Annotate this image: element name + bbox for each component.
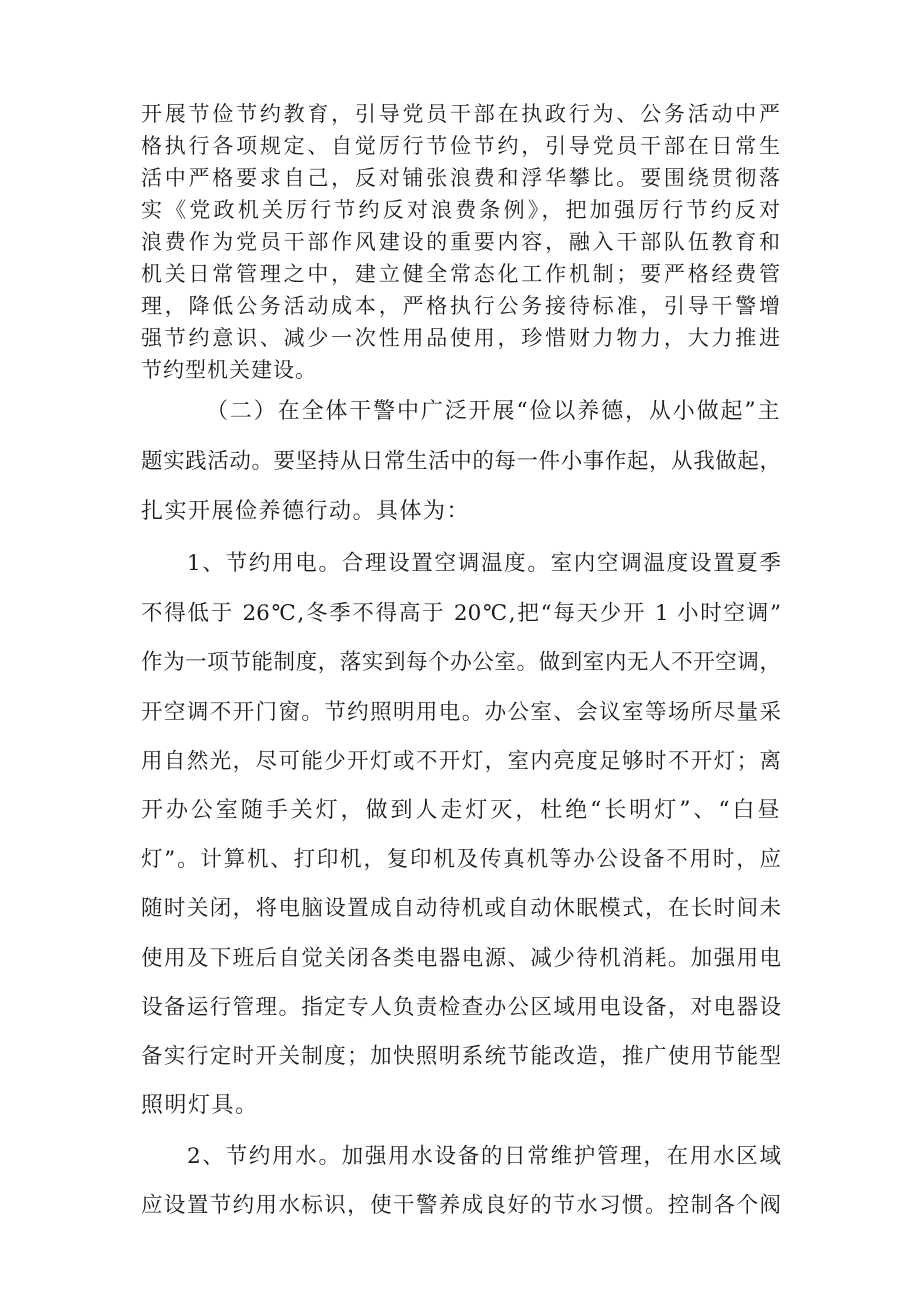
text-line: 备实行定时开关制度；加快照明系统节能改造，推广使用节能型 xyxy=(141,1044,781,1069)
text-line: 机关日常管理之中，建立健全常态化工作机制；要严格经费管 xyxy=(141,262,781,286)
text-line: 强节约意识、减少一次性用品使用，珍惜财力物力，大力推进 xyxy=(141,326,781,350)
text-line: 题实践活动。要坚持从日常生活中的每一件小事作起，从我做起， xyxy=(141,449,781,474)
text-line: （二）在全体干警中广泛开展“俭以养德，从小做起”主 xyxy=(206,399,781,424)
text-line: 设备运行管理。指定专人负责检查办公区域用电设备，对电器设 xyxy=(141,995,781,1020)
text-line: 2、节约用水。加强用水设备的日常维护管理，在用水区域 xyxy=(187,1144,781,1169)
text-line: 扎实开展俭养德行动。具体为： xyxy=(141,499,471,524)
text-line: 随时关闭，将电脑设置成自动待机或自动休眠模式，在长时间未 xyxy=(141,896,781,921)
text-line: 开展节俭节约教育，引导党员干部在执政行为、公务活动中严 xyxy=(141,102,781,126)
text-line: 作为一项节能制度，落实到每个办公室。做到室内无人不开空调， xyxy=(141,650,781,675)
text-line: 灯”。计算机、打印机，复印机及传真机等办公设备不用时，应 xyxy=(141,847,781,872)
text-line: 1、节约用电。合理设置空调温度。室内空调温度设置夏季 xyxy=(187,551,781,576)
text-line: 实《党政机关厉行节约反对浪费条例》，把加强厉行节约反对 xyxy=(141,198,781,222)
text-line: 用自然光，尽可能少开灯或不开灯，室内亮度足够时不开灯；离 xyxy=(141,749,781,774)
text-line: 理，降低公务活动成本，严格执行公务接待标准，引导干警增 xyxy=(141,294,781,318)
text-line: 使用及下班后自觉关闭各类电器电源、减少待机消耗。加强用电 xyxy=(141,946,781,971)
text-line: 浪费作为党员干部作风建设的重要内容，融入干部队伍教育和 xyxy=(141,230,781,254)
text-line: 活中严格要求自己，反对铺张浪费和浮华攀比。要围绕贯彻落 xyxy=(141,166,781,190)
text-line: 节约型机关建设。 xyxy=(141,358,317,382)
text-line: 开空调不开门窗。节约照明用电。办公室、会议室等场所尽量采 xyxy=(141,700,781,725)
text-line: 照明灯具。 xyxy=(141,1093,259,1118)
text-line: 开办公室随手关灯，做到人走灯灭，杜绝“长明灯”、“白昼 xyxy=(141,798,781,823)
text-line: 不得低于 26℃,冬季不得高于 20℃,把“每天少开 1 小时空调” xyxy=(141,601,781,626)
text-line: 应设置节约用水标识，使干警养成良好的节水习惯。控制各个阀 xyxy=(141,1193,781,1218)
text-line: 格执行各项规定、自觉厉行节俭节约，引导党员干部在日常生 xyxy=(141,134,781,158)
